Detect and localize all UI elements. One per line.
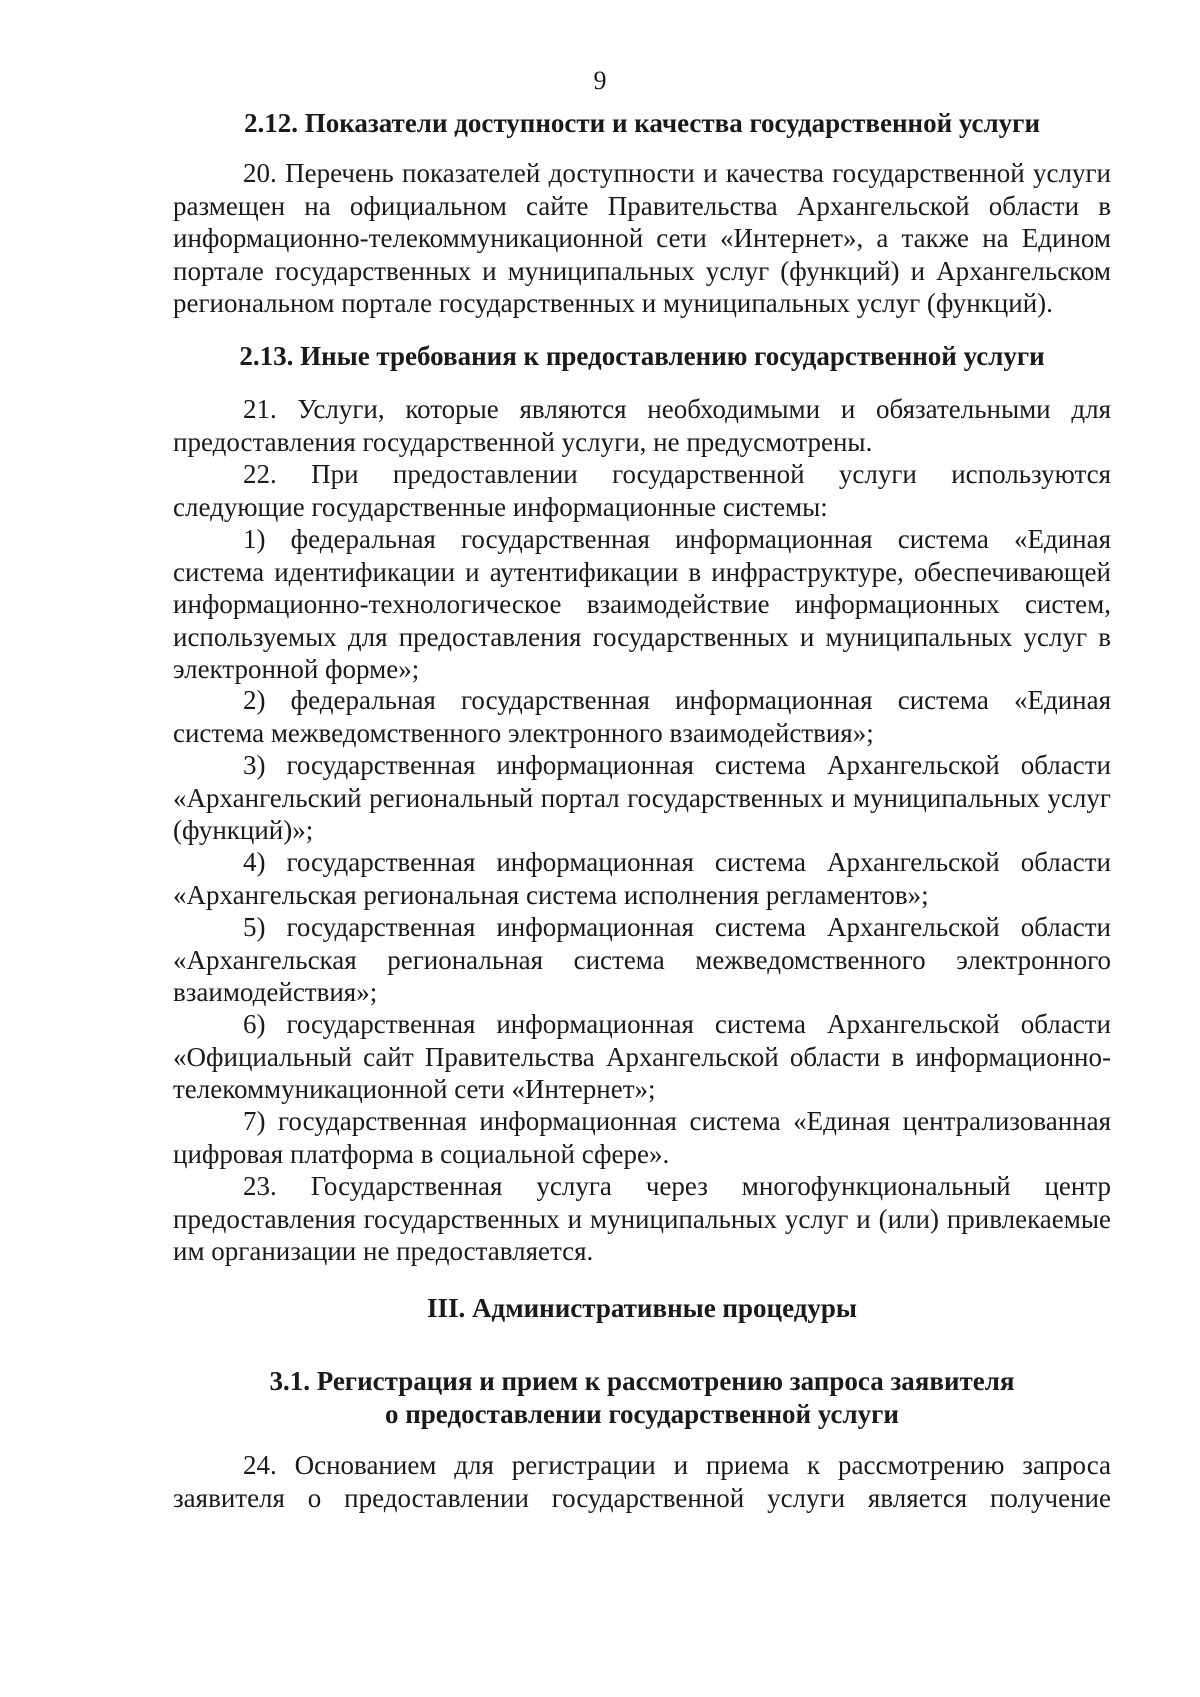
section-3-1-heading-line-2: о предоставлении государственной услуги <box>384 1399 899 1429</box>
paragraph-20: 20. Перечень показателей доступности и качества государственной услуги размещен на официальном сайте Правительства Архангельской области в информационно-телекоммуникационной сети «Интернет», а также на Едином портале государственных и муниципальных услуг (функций) и Архангельском региональном портале государственных и муниципальных услуг (функций). <box>173 158 1111 318</box>
list-item-1: 1) федеральная государственная информационная система «Единая система идентификации и аутентификации в инфраструктуре, обеспечивающей информационно-технологическое взаимодействие информационных систем, используемых для предоставления государственных и муниципальных услуг в электронной форме»; <box>173 524 1111 684</box>
list-item-2: 2) федеральная государственная информационная система «Единая система межведомственного электронного взаимодействия»; <box>173 685 1111 748</box>
paragraph-22: 22. При предоставлении государственной услуги используются следующие государственные информационные системы: <box>173 459 1111 522</box>
list-item-3: 3) государственная информационная система Архангельской области «Архангельский региональный портал государственных и муниципальных услуг (функций)»; <box>173 750 1111 845</box>
list-item-4: 4) государственная информационная система Архангельской области «Архангельская региональная система исполнения регламентов»; <box>173 847 1111 910</box>
paragraph-24: 24. Основанием для регистрации и приема к рассмотрению запроса заявителя о предоставлении государственной услуги является получение <box>173 1450 1111 1513</box>
paragraph-21: 21. Услуги, которые являются необходимыми и обязательными для предоставления государственной услуги, не предусмотрены. <box>173 394 1111 457</box>
list-item-5: 5) государственная информационная система Архангельской области «Архангельская региональная система межведомственного электронного взаимодействия»; <box>173 912 1111 1007</box>
page-number: 9 <box>593 66 607 95</box>
section-2-12-heading: 2.12. Показатели доступности и качества государственной услуги <box>244 108 1040 138</box>
paragraph-23: 23. Государственная услуга через многофункциональный центр предоставления государственных и муниципальных услуг и (или) привлекаемые им организации не предоставляется. <box>173 1171 1111 1266</box>
list-item-6: 6) государственная информационная система Архангельской области «Официальный сайт Правительства Архангельской области в информационно-телекоммуникационной сети «Интернет»; <box>173 1009 1111 1104</box>
section-3-1-heading-line-1: 3.1. Регистрация и прием к рассмотрению запроса заявителя <box>269 1366 1015 1396</box>
section-3-1-heading <box>172 1365 1112 1431</box>
chapter-3-heading: III. Административные процедуры <box>427 1293 857 1323</box>
list-item-7: 7) государственная информационная система «Единая централизованная цифровая платформа в социальной сфере». <box>173 1106 1111 1169</box>
section-2-13-heading: 2.13. Иные требования к предоставлению государственной услуги <box>239 341 1045 371</box>
